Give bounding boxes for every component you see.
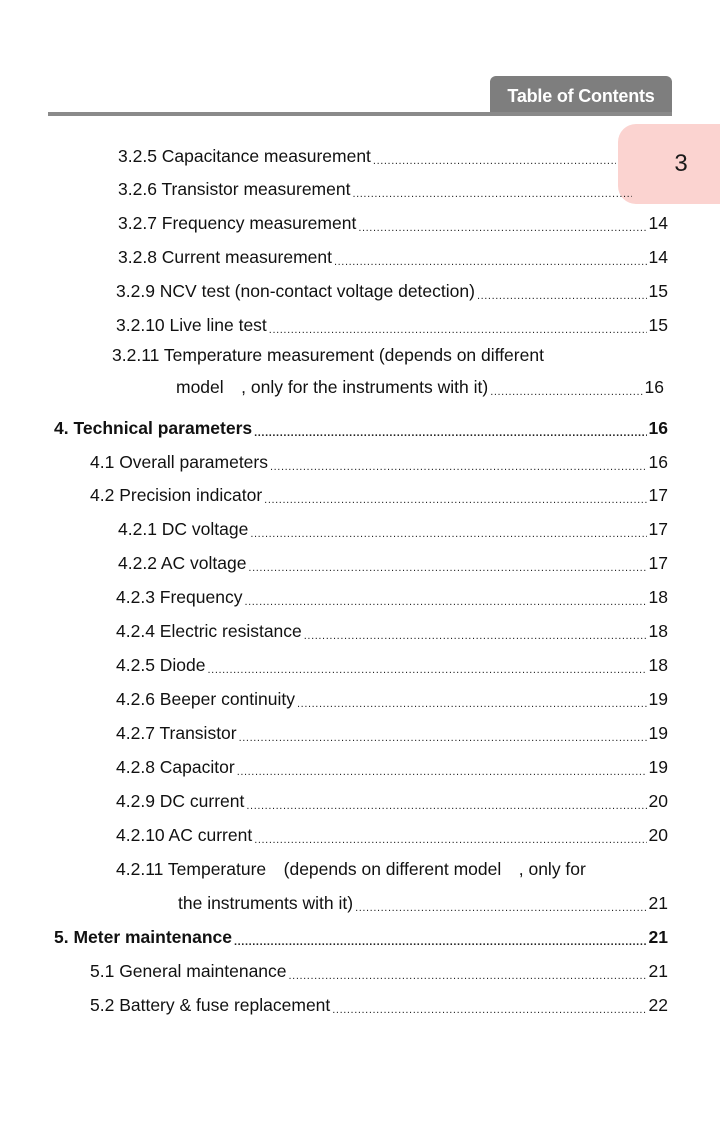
toc-entry[interactable] <box>116 653 668 677</box>
toc-leader-dots <box>270 460 647 474</box>
toc-entry-page: 19 <box>648 757 668 777</box>
toc-entry-label: 4.2.6 Beeper continuity <box>116 689 296 709</box>
toc-leader-dots <box>244 595 646 609</box>
toc-entry-label: 4.2.4 Electric resistance <box>116 621 302 641</box>
toc-leader-dots <box>332 1003 646 1017</box>
toc-entry-page: 19 <box>648 689 668 709</box>
toc-entry[interactable] <box>116 279 668 303</box>
toc-entry-label[interactable]: 3.2.11 Temperature measurement (depends on different <box>112 345 544 365</box>
toc-entry-page: 16 <box>648 452 668 472</box>
toc-entry-label: 4.2.10 AC current <box>116 825 253 845</box>
toc-entry[interactable] <box>90 959 668 983</box>
toc-entry-page: 16 <box>644 377 664 397</box>
toc-leader-dots <box>373 154 616 168</box>
toc-leader-dots <box>264 493 646 507</box>
toc-leader-dots <box>477 289 647 303</box>
toc-leader-dots <box>246 799 646 813</box>
toc-chapter-page: 21 <box>648 927 668 947</box>
toc-entry-page: 18 <box>648 621 668 641</box>
toc-entry[interactable] <box>90 993 668 1017</box>
toc-leader-dots <box>355 901 646 915</box>
toc-entry-label: 3.2.7 Frequency measurement <box>118 213 357 233</box>
toc-entry-label: 3.2.5 Capacitance measurement <box>118 146 371 166</box>
toc-leader-dots <box>334 255 647 269</box>
toc-entry-page: 20 <box>648 825 668 845</box>
toc-leader-dots <box>248 561 646 575</box>
page-number: 3 <box>674 150 688 177</box>
toc-leader-dots <box>254 833 646 847</box>
toc-leader-dots <box>352 187 632 201</box>
toc-entry-label: 5.2 Battery & fuse replacement <box>90 995 331 1015</box>
toc-leader-dots <box>304 629 647 643</box>
toc-entry-label: 4.2.9 DC current <box>116 791 245 811</box>
toc-leader-dots <box>297 697 647 711</box>
toc-entry-label: 3.2.8 Current measurement <box>118 247 332 267</box>
toc-entry-page: 18 <box>648 587 668 607</box>
toc-chapter-label: 4. Technical parameters <box>54 418 253 438</box>
toc-entry[interactable] <box>90 450 668 474</box>
toc-leader-dots <box>289 969 647 983</box>
toc-entry-label: 4.2.5 Diode <box>116 655 206 675</box>
toc-entry[interactable] <box>118 177 634 201</box>
header-divider <box>48 112 672 116</box>
toc-entry-label: 4.2.2 AC voltage <box>118 553 247 573</box>
toc-entry[interactable] <box>116 619 668 643</box>
toc-entry-page: 18 <box>648 655 668 675</box>
toc-chapter-page: 16 <box>648 418 668 438</box>
toc-entry-label: 3.2.10 Live line test <box>116 315 267 335</box>
toc-entry-page: 22 <box>648 995 668 1015</box>
toc-entry-label: 3.2.6 Transistor measurement <box>118 179 351 199</box>
toc-entry-label: 5.1 General maintenance <box>90 961 287 981</box>
toc-entry[interactable] <box>116 755 668 779</box>
toc-chapter[interactable] <box>54 416 668 440</box>
toc-entry-label: 4.2.7 Transistor <box>116 723 237 743</box>
toc-entry[interactable] <box>116 687 668 711</box>
toc-entry-page: 15 <box>648 281 668 301</box>
toc-entry[interactable] <box>118 211 668 235</box>
toc-entry[interactable] <box>116 789 668 813</box>
toc-entry-label: 4.2.1 DC voltage <box>118 519 249 539</box>
toc-entry-page: 21 <box>648 961 668 981</box>
toc-entry-page: 20 <box>648 791 668 811</box>
toc-entry-label: 3.2.9 NCV test (non-contact voltage detection) <box>116 281 475 301</box>
toc-entry-page: 14 <box>648 213 668 233</box>
toc-chapter-label: 5. Meter maintenance <box>54 927 232 947</box>
toc-leader-dots <box>239 731 647 745</box>
toc-entry-page: 17 <box>648 485 668 505</box>
toc-leader-dots <box>250 527 646 541</box>
toc-leader-dots <box>490 385 642 399</box>
toc-entry[interactable] <box>176 375 664 399</box>
toc-entry-page: 17 <box>648 553 668 573</box>
toc-leader-dots <box>254 426 646 440</box>
toc-entry[interactable] <box>116 721 668 745</box>
toc-leader-dots <box>234 935 647 949</box>
toc-entry-label: 4.2 Precision indicator <box>90 485 263 505</box>
toc-entry-page: 21 <box>648 893 668 913</box>
toc-chapter[interactable] <box>54 925 668 949</box>
toc-entry[interactable] <box>116 313 668 337</box>
toc-entry-label: 4.1 Overall parameters <box>90 452 268 472</box>
toc-leader-dots <box>269 323 647 337</box>
toc-entry-page: 17 <box>648 519 668 539</box>
toc-entry-label[interactable]: 4.2.11 Temperature (depends on different model , only for <box>116 859 586 879</box>
toc-leader-dots <box>358 221 646 235</box>
toc-entry[interactable] <box>116 823 668 847</box>
toc-entry[interactable] <box>118 144 618 168</box>
toc-entry-page: 19 <box>648 723 668 743</box>
toc-entry-label: 4.2.3 Frequency <box>116 587 243 607</box>
toc-entry-label: model , only for the instruments with it) <box>176 377 489 397</box>
section-title: Table of Contents <box>490 76 672 116</box>
toc-entry[interactable] <box>118 245 668 269</box>
toc-entry-page: 15 <box>648 315 668 335</box>
toc-leader-dots <box>237 765 647 779</box>
toc-entry-page: 14 <box>648 247 668 267</box>
toc-entry[interactable] <box>118 551 668 575</box>
toc-entry[interactable] <box>178 891 668 915</box>
toc-leader-dots <box>208 663 647 677</box>
toc-entry-label: 4.2.8 Capacitor <box>116 757 235 777</box>
toc-entry[interactable] <box>118 517 668 541</box>
toc-entry[interactable] <box>90 483 668 507</box>
toc-entry-label: the instruments with it) <box>178 893 354 913</box>
toc-entry[interactable] <box>116 585 668 609</box>
